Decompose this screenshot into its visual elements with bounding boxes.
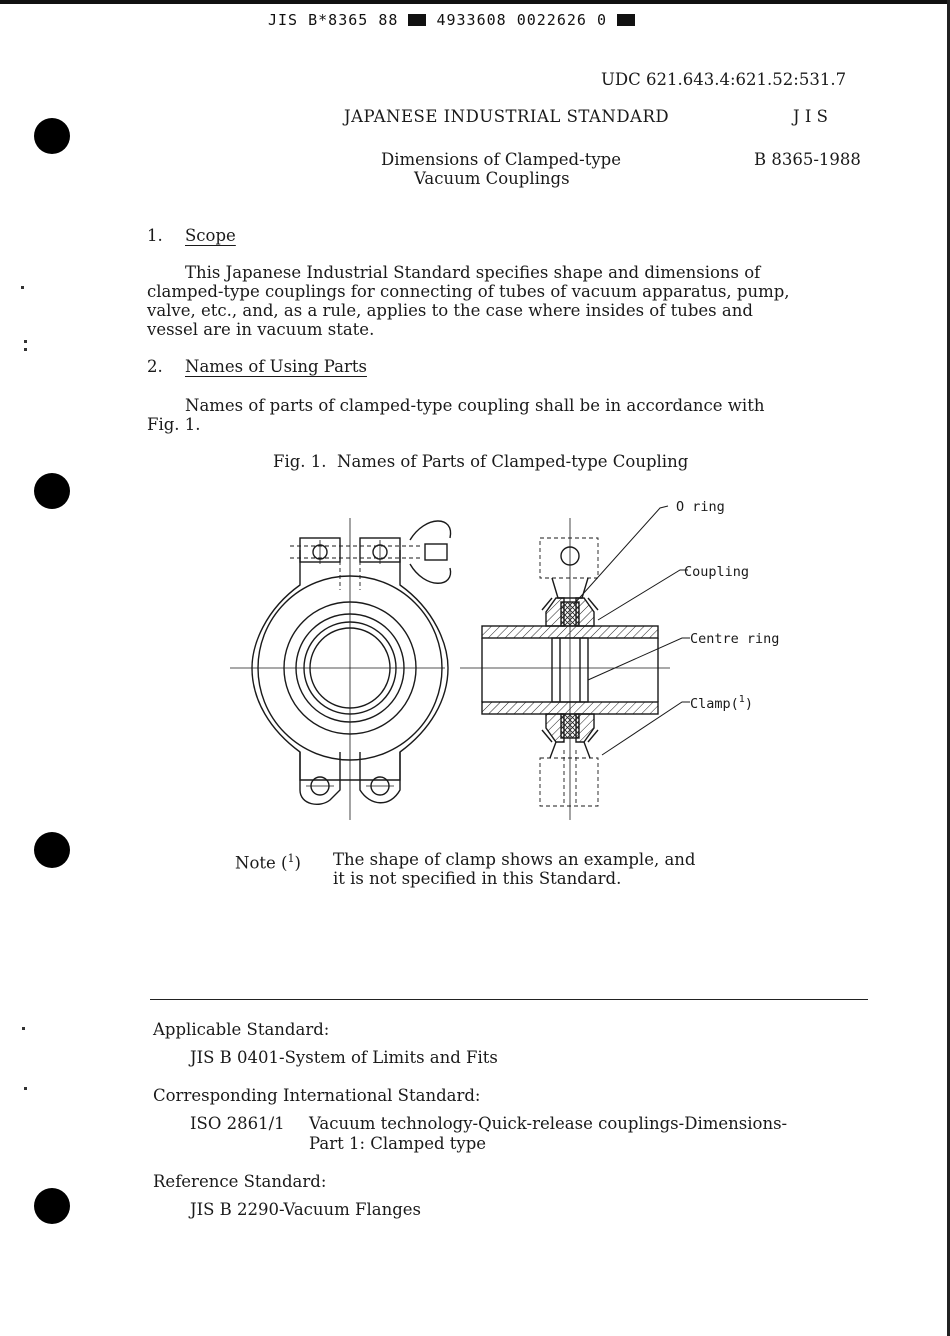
document-title-line2: Vacuum Couplings <box>414 169 570 188</box>
note-sup: 1 <box>287 852 295 865</box>
note-line: it is not specified in this Standard. <box>333 869 622 888</box>
label-coupling: Coupling <box>684 564 750 580</box>
names-line: Fig. 1. <box>147 415 201 434</box>
section-2-number: 2. <box>147 357 163 376</box>
applicable-heading: Applicable Standard: <box>153 1020 330 1039</box>
note-line: The shape of clamp shows an example, and <box>333 850 696 869</box>
section-view <box>460 518 670 820</box>
scan-speck <box>22 1027 25 1030</box>
section-2-heading: Names of Using Parts <box>185 357 367 376</box>
names-line: Names of parts of clamped-type coupling shall be in accordance with <box>185 396 765 415</box>
footnote-rule <box>150 999 868 1000</box>
udc-code: UDC 621.643.4:621.52:531.7 <box>601 70 847 89</box>
document-title-line1: Dimensions of Clamped-type <box>381 150 621 169</box>
corresponding-heading: Corresponding International Standard: <box>153 1086 481 1105</box>
scope-line: This Japanese Industrial Standard specifies shape and dimensions of <box>185 263 761 282</box>
punch-hole <box>34 473 70 509</box>
scan-speck <box>24 1087 27 1090</box>
scan-block-mark <box>617 14 635 26</box>
figure-caption: Fig. 1. Names of Parts of Clamped-type Coupling <box>273 452 689 471</box>
punch-hole <box>34 832 70 868</box>
scan-block-mark <box>408 14 426 26</box>
scan-speck <box>24 348 27 351</box>
reference-heading: Reference Standard: <box>153 1172 327 1191</box>
reference-item: JIS B 2290-Vacuum Flanges <box>190 1200 422 1219</box>
label-o-ring: O ring <box>676 499 725 515</box>
scan-speck <box>21 286 24 289</box>
scope-line: valve, etc., and, as a rule, applies to the case where insides of tubes and <box>147 301 753 320</box>
scan-border-top <box>0 0 950 4</box>
front-view <box>230 518 451 820</box>
label-centre-ring: Centre ring <box>690 631 780 647</box>
corresponding-line: Vacuum technology-Quick-release couplings-Dimensions- <box>309 1114 788 1133</box>
section-1-number: 1. <box>147 226 163 245</box>
scope-line: clamped-type couplings for connecting of tubes of vacuum apparatus, pump, <box>147 282 790 301</box>
jis-mark: J I S <box>793 107 828 126</box>
standard-name: JAPANESE INDUSTRIAL STANDARD <box>344 107 670 126</box>
label-clamp-note: 1 <box>738 694 745 705</box>
corresponding-code: ISO 2861/1 <box>190 1114 285 1133</box>
label-clamp: Clamp($^1$) <box>690 694 753 712</box>
note-label: Note ($^1$) <box>235 852 301 873</box>
corresponding-line: Part 1: Clamped type <box>309 1134 487 1153</box>
scan-speck <box>24 340 27 343</box>
punch-hole <box>34 1188 70 1224</box>
scan-header-code: JIS B*8365 88 <box>268 11 399 29</box>
standard-number: B 8365-1988 <box>754 150 861 169</box>
section-1-heading: Scope <box>185 226 236 245</box>
coupling-drawing <box>220 490 800 830</box>
applicable-item: JIS B 0401-System of Limits and Fits <box>190 1048 498 1067</box>
scan-header <box>268 11 635 29</box>
scan-header-serial: 4933608 0022626 0 <box>436 11 607 29</box>
label-clamp-text: Clamp <box>690 696 731 712</box>
punch-hole <box>34 118 70 154</box>
scope-line: vessel are in vacuum state. <box>147 320 375 339</box>
